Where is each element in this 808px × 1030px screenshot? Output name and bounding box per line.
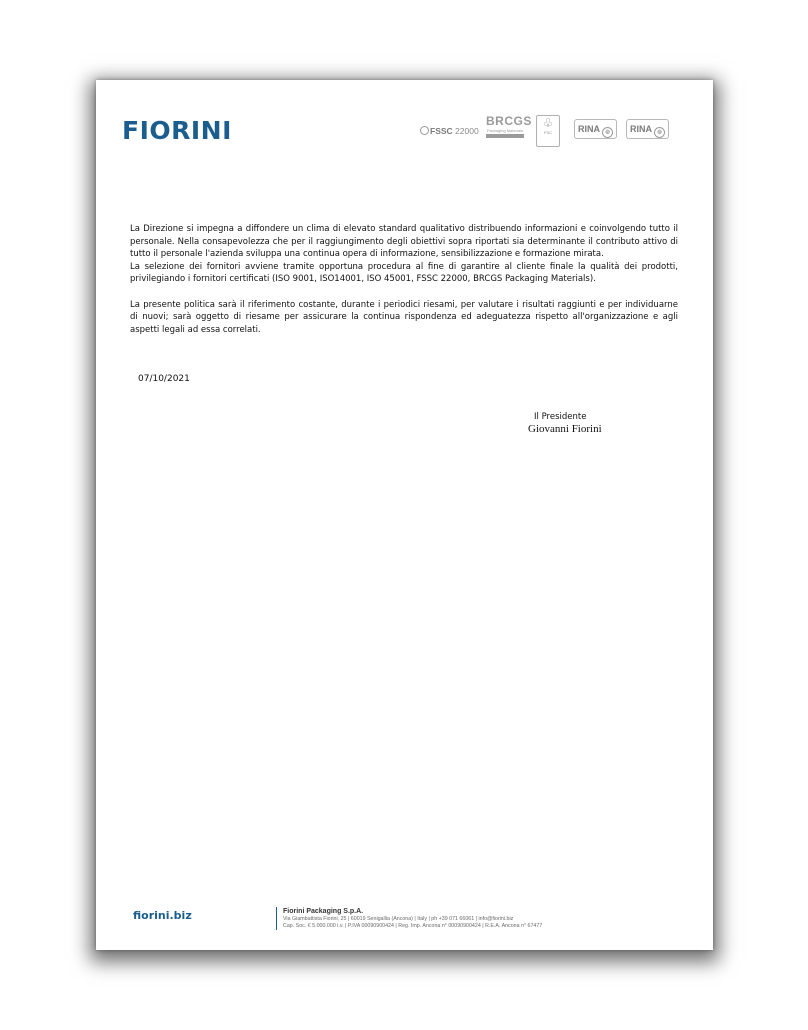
rina-label-1: RINA [578,124,600,134]
signatory-role: Il Presidente [534,412,587,422]
fsc-tree-icon: ♧ [542,116,554,130]
rina-label-2: RINA [630,124,652,134]
brcs-title: BRCGS [486,114,532,128]
footer-company-info [276,907,542,930]
rina-logo-2 [626,119,669,139]
fsc-label: FSC [544,130,552,135]
rina-logo-1 [574,119,617,139]
paragraph-review: La presente politica sarà il riferimento costante, durante i periodici riesami, per valutare i risultati raggiunti e per individuarne di nuovi; sarà oggetto di riesame per assicurare la continua rispondenza ed adeguatezza rispetto all'organizzazione e agli aspetti legali ad essa correlati. [130,299,678,335]
globe-icon: ◎ [602,127,613,138]
globe-icon: ◎ [654,127,665,138]
policy-text [130,223,678,336]
fssc-number: 22000 [452,126,479,136]
document-page [96,80,713,950]
company-address: Via Giambattista Fiorini, 25 | 60019 Senigallia (Ancona) | Italy | ph +39 071 66061 | info@fiorini.biz [283,916,514,922]
signatory-name: Giovanni Fiorini [528,423,602,435]
paragraph-gap [130,286,678,299]
brcs-bar [486,134,524,148]
company-name: Fiorini Packaging S.p.A. [283,908,364,915]
fsc-logo [536,115,560,147]
fssc-ring-icon [420,126,429,135]
fssc-prefix: FSSC [430,126,453,136]
brcs-logo [486,114,532,148]
paragraph-direction: La Direzione si impegna a diffondere un clima di elevato standard qualitativo distribuendo informazioni e coinvolgendo tutto il personale. Nella consapevolezza che per il raggiungimento degli obiettivi sopra riportati sia determinante il contributo attivo di tutto il personale l'azienda sviluppa una continua opera di informazione, sensibilizzazione e formazione mirata. [130,224,678,259]
brcs-bar-label: CERTIFICATED [494,144,516,148]
document-date: 07/10/2021 [138,374,190,384]
fssc-logo [420,126,479,136]
certification-logos [420,115,680,149]
company-logo: FIORINI [122,116,232,145]
company-legal: Cap. Soc. € 5.000.000 i.v. | P.IVA 00090900424 | Reg. Imp. Ancona n° 00090900424 | R.E.A. Ancona n° 67477 [283,923,543,929]
signature-block [528,412,602,435]
paragraph-suppliers: La selezione dei fornitori avviene tramite opportuna procedura al fine di garantire al cliente finale la qualità dei prodotti, privilegiando i fornitori certificati (ISO 9001, ISO14001, ISO 45001, FSSC 22000, BRCGS Packaging Materials). [130,261,678,284]
website-link[interactable]: fiorini.biz [133,909,192,922]
brcs-subtitle: Packaging Materials [486,128,524,133]
